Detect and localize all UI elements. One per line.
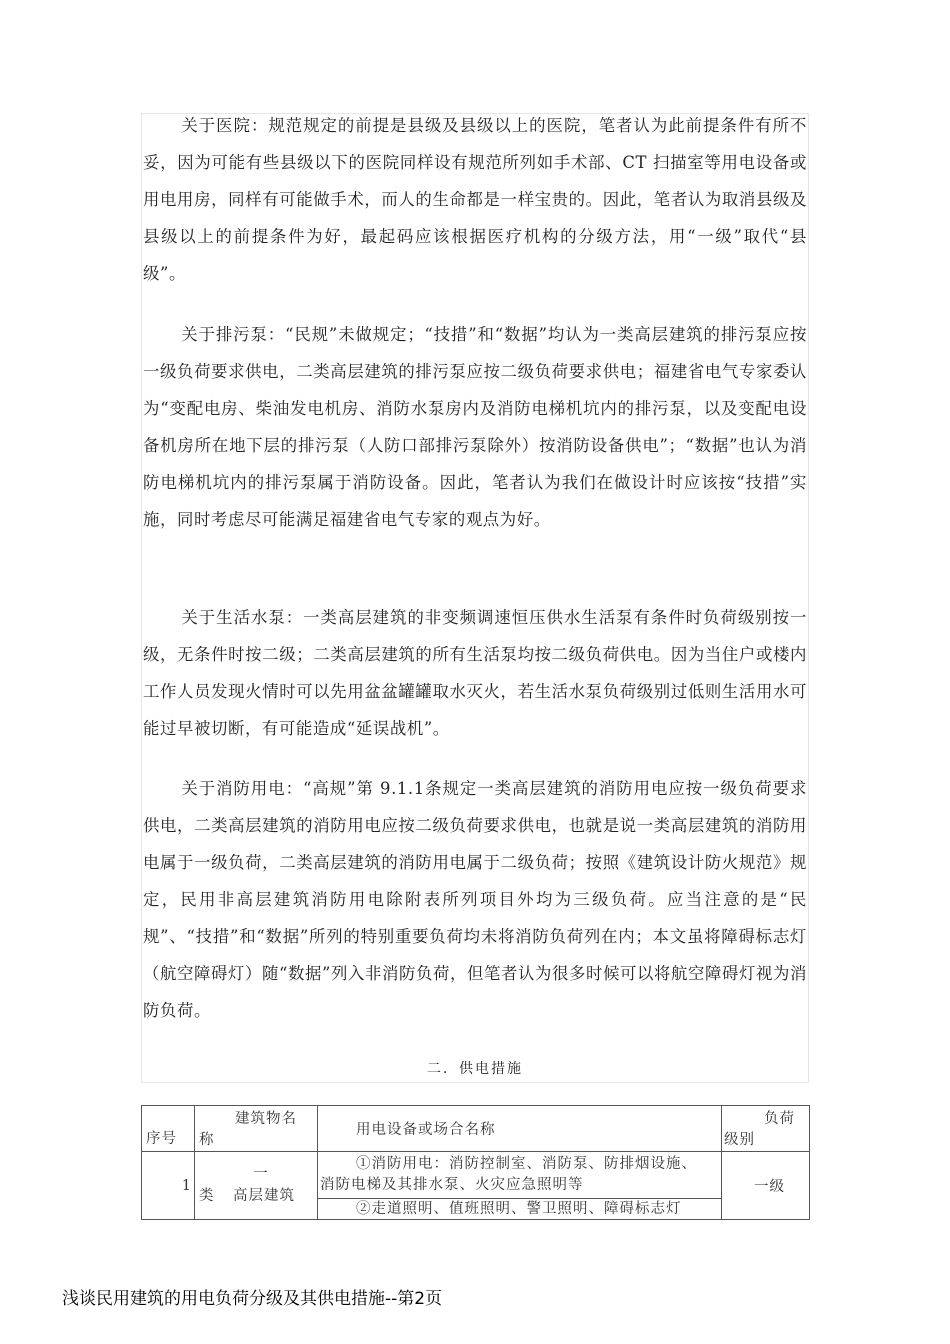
row1-building-name-top: 一 [253, 1165, 269, 1182]
table-row [142, 1152, 810, 1199]
load-classification-table [141, 1105, 810, 1220]
paragraph-water-pump-text: 关于生活水泵：一类高层建筑的非变频调速恒压供水生活泵有条件时负荷级别按一级，无条件时按二级；二类高层建筑的所有生活泵均按二级负荷供电。因为当住户或楼内工作人员发现火情时可以先用盆盆罐罐取水灭火，若生活水泵负荷级别过低则生活用水可能过早被切断，有可能造成“延误战机”。 [143, 608, 807, 738]
header-load-level-line2: 级别 [724, 1131, 755, 1148]
paragraph-hospital-text: 关于医院：规范规定的前提是县级及县级以上的医院，笔者认为此前提条件有所不妥，因为可能有些县级以下的医院同样设有规范所列如手术部、CT 扫描室等用电设备或用电用房，同样有可能做手术，而人的生命都是一样宝贵的。因此，笔者认为取消县级及县级以上的前提条件为好，最起码应该根据医疗机构的分级方法，用“一级”取代“县级”。 [143, 116, 807, 283]
section-heading: 二．供电措施 [427, 1061, 523, 1077]
row1-serial-no: 1 [142, 1152, 195, 1220]
header-load-level [722, 1106, 810, 1152]
header-equipment: 用电设备或场合名称 [318, 1106, 722, 1152]
row1-item1 [318, 1152, 722, 1199]
row1-item1-line2: 消防电梯及其排水泵、火灾应急照明等 [320, 1177, 584, 1193]
paragraph-fire-power [143, 770, 807, 1029]
paragraph-sewage-pump [143, 316, 807, 538]
header-building-name [195, 1106, 318, 1152]
table-header-row [142, 1106, 810, 1152]
paragraph-sewage-pump-text: 关于排污泵：“民规”未做规定；“技措”和“数据”均认为一类高层建筑的排污泵应按一级负荷要求供电，二类高层建筑的排污泵应按二级负荷要求供电；福建省电气专家委认为“变配电房、柴油发电机房、消防水泵房内及消防电梯机坑内的排污泵，以及变配电设备机房所在地下层的排污泵（人防口部排污泵除外）按消防设备供电”；“数据”也认为消防电梯机坑内的排污泵属于消防设备。因此，笔者认为我们在做设计时应该按“技措”实施，同时考虑尽可能满足福建省电气专家的观点为好。 [143, 325, 807, 529]
row1-item2: ②走道照明、值班照明、警卫照明、障碍标志灯 [318, 1199, 722, 1220]
paragraph-water-pump [143, 599, 807, 747]
row1-building-name-right: 高层建筑 [233, 1187, 295, 1204]
header-serial-no: 序号 [142, 1106, 195, 1152]
header-building-name-line2: 称 [199, 1131, 215, 1148]
row1-building-name [195, 1152, 318, 1220]
page-footer: 浅谈民用建筑的用电负荷分级及其供电措施--第2页 [62, 1289, 443, 1309]
paragraph-hospital [143, 107, 807, 292]
row1-building-name-left: 类 [199, 1187, 215, 1204]
paragraph-fire-power-text: 关于消防用电：“高规”第 9.1.1条规定一类高层建筑的消防用电应按一级负荷要求供电，二类高层建筑的消防用电应按二级负荷要求供电，也就是说一类高层建筑的消防用电属于一级负荷，二类高层建筑的消防用电属于二级负荷；按照《建筑设计防火规范》规定，民用非高层建筑消防用电除附表所列项目外均为三级负荷。应当注意的是“民规”、“技措”和“数据”所列的特别重要负荷均未将消防负荷列在内；本文虽将障碍标志灯（航空障碍灯）随“数据”列入非消防负荷，但笔者认为很多时候可以将航空障碍灯视为消防负荷。 [143, 779, 807, 1020]
header-building-name-line1: 建筑物名 [235, 1110, 297, 1127]
row1-item1-line1: ①消防用电：消防控制室、消防泵、防排烟设施、 [356, 1156, 697, 1172]
row1-load-level: 一级 [722, 1152, 810, 1220]
header-load-level-line1: 负荷 [764, 1110, 795, 1127]
